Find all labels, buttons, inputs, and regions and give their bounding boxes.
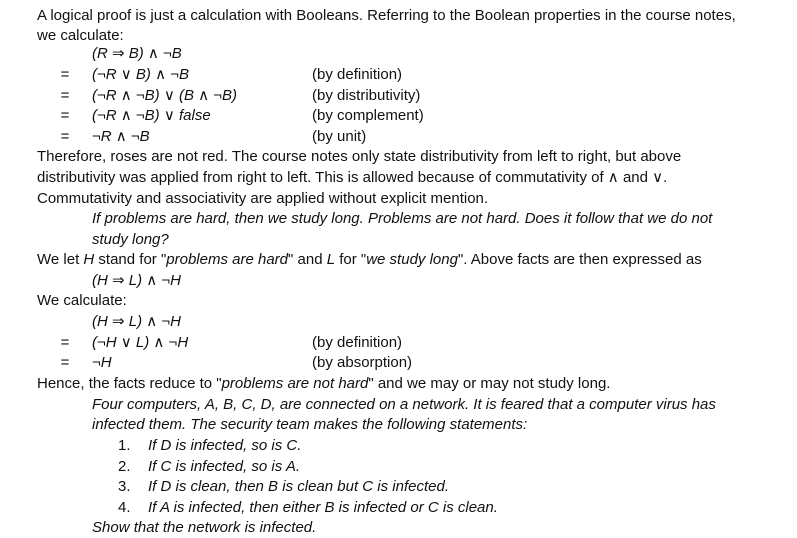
closing-instruction: Show that the network is infected.: [92, 519, 317, 536]
list-item-number: 3.: [118, 478, 131, 495]
proof-1-hint: (by unit): [312, 128, 367, 145]
problem-2-line-2: study long?: [92, 231, 169, 248]
problem-2-line-1: If problems are hard, then we study long. Problems are not hard. Does it follow that we do not: [92, 210, 713, 227]
explanation-line-1: Therefore, roses are not red. The course notes only state distributivity from left to right, but above: [37, 148, 682, 165]
list-item-text: If D is clean, then B is clean but C is infected.: [148, 478, 449, 495]
intro-line-1: A logical proof is just a calculation with Booleans. Referring to the Boolean properties in the course notes,: [37, 7, 736, 24]
variable-definition: We let H stand for "problems are hard" and L for "we study long". Above facts are then expressed as: [37, 251, 702, 268]
proof-2-hint: (by absorption): [312, 354, 413, 371]
proof-2-eq: =: [60, 354, 70, 371]
proof-1-eq: =: [60, 107, 70, 124]
proof-1-start: (R ⇒ B) ∧ ¬B: [92, 45, 182, 62]
problem-3-line-1: Four computers, A, B, C, D, are connected on a network. It is feared that a computer virus has: [92, 396, 716, 413]
list-item-text: If D is infected, so is C.: [148, 437, 302, 454]
proof-1-hint: (by distributivity): [312, 87, 421, 104]
list-item-text: If C is infected, so is A.: [148, 458, 300, 475]
list-item-number: 4.: [118, 499, 131, 516]
explanation-line-2: distributivity was applied from right to left. This is allowed because of commutativity of ∧ and ∨.: [37, 169, 668, 186]
list-item-number: 1.: [118, 437, 131, 454]
we-calculate-label: We calculate:: [37, 292, 127, 309]
list-item-number: 2.: [118, 458, 131, 475]
list-item-text: If A is infected, then either B is infected or C is clean.: [148, 499, 498, 516]
proof-1-expr: (¬R ∧ ¬B) ∨ false: [92, 107, 211, 124]
intro-line-2: we calculate:: [37, 27, 124, 44]
proof-1-eq: =: [60, 66, 70, 83]
proof-1-expr: (¬R ∧ ¬B) ∨ (B ∧ ¬B): [92, 87, 238, 104]
proof-1-eq: =: [60, 87, 70, 104]
proof-2-eq: =: [60, 334, 70, 351]
proof-2-hint: (by definition): [312, 334, 403, 351]
explanation-line-3: Commutativity and associativity are applied without explicit mention.: [37, 190, 489, 207]
conclusion-line: Hence, the facts reduce to "problems are not hard" and we may or may not study long.: [37, 375, 611, 392]
proof-1-expr: (¬R ∨ B) ∧ ¬B: [92, 66, 189, 83]
proof-2-start: (H ⇒ L) ∧ ¬H: [92, 313, 181, 330]
problem-3-line-2: infected them. The security team makes the following statements:: [92, 416, 528, 433]
facts-expression: (H ⇒ L) ∧ ¬H: [92, 272, 181, 289]
proof-1-hint: (by definition): [312, 66, 403, 83]
proof-2-expr: (¬H ∨ L) ∧ ¬H: [92, 334, 189, 351]
proof-1-hint: (by complement): [312, 107, 424, 124]
proof-2-expr: ¬H: [92, 354, 112, 371]
proof-1-eq: =: [60, 128, 70, 145]
proof-1-expr: ¬R ∧ ¬B: [92, 128, 150, 145]
